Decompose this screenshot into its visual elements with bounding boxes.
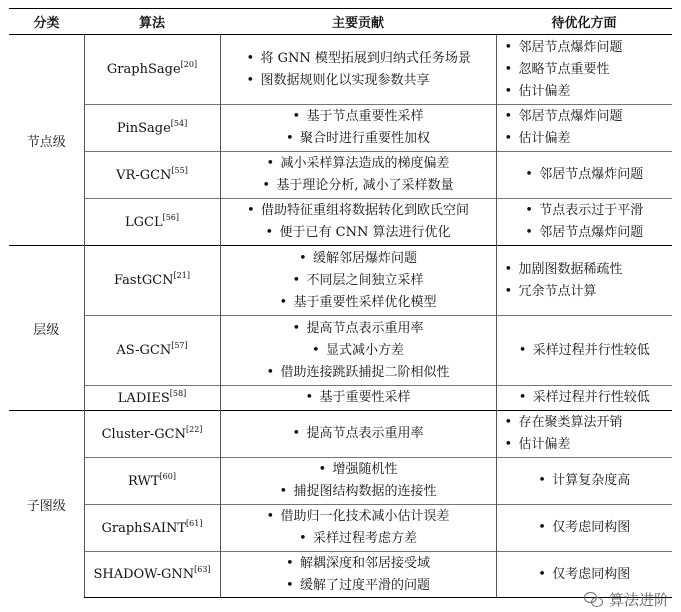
list-item <box>286 128 430 150</box>
table-row <box>9 199 672 246</box>
bullet-icon: • <box>265 225 274 240</box>
list-item <box>247 70 496 92</box>
citation-ref: [22] <box>185 424 203 434</box>
list-item-text: 显式减小方差 <box>325 342 404 358</box>
list-item <box>525 164 643 186</box>
bullet-icon: • <box>298 531 307 546</box>
list-item-text: 采样过程并行性较低 <box>532 390 650 405</box>
list-item <box>538 470 630 492</box>
algorithm-name: SHADOW-GNN <box>93 567 195 582</box>
issues-cell <box>496 316 672 386</box>
list-item-text: 采样过程考虑方差 <box>312 531 417 546</box>
contribution-cell <box>220 199 496 246</box>
list-item-text: 基于理论分析, 减小了采样数量 <box>276 178 454 193</box>
list-item <box>262 175 453 197</box>
citation-ref: [57] <box>171 341 188 350</box>
list-item <box>292 106 423 128</box>
algorithm-cell <box>84 505 220 552</box>
list-item-text: 增强随机性 <box>332 462 398 477</box>
list-item-text: 缓解了过度平滑的问题 <box>299 577 430 593</box>
citation-ref: [54] <box>170 118 188 128</box>
list-item <box>505 259 673 281</box>
list-item-text: 计算复杂度高 <box>552 473 631 488</box>
citation-ref: [56] <box>162 212 180 222</box>
bullet-icon: • <box>504 283 513 299</box>
list-item-text: 估计偏差 <box>518 437 571 452</box>
bullet-icon: • <box>246 50 255 66</box>
contribution-cell <box>220 152 496 199</box>
citation-ref: [60] <box>159 471 176 481</box>
header-contribution: 主要贡献 <box>220 9 496 35</box>
list-item <box>318 459 397 481</box>
issues-cell <box>496 411 672 458</box>
citation-ref: [58] <box>169 388 187 398</box>
list-item-text: 聚合时进行重要性加权 <box>299 131 430 146</box>
header-category: 分类 <box>9 9 84 35</box>
bullet-icon: • <box>504 437 513 452</box>
list-item-text: 节点表示过于平滑 <box>539 203 644 218</box>
list-item <box>299 528 417 550</box>
bullet-icon: • <box>279 294 288 310</box>
contribution-cell <box>220 316 496 386</box>
bullet-icon: • <box>518 342 527 358</box>
table-row <box>9 246 672 316</box>
list-item-text: 采样过程并行性较低 <box>532 342 650 358</box>
list-item <box>292 318 423 340</box>
bullet-icon: • <box>292 320 301 336</box>
list-item-text: 捕捉图结构数据的连接性 <box>293 484 437 499</box>
list-item-text: 基于重要性采样 <box>319 390 411 405</box>
list-item-text: 缓解邻居爆炸问题 <box>312 250 417 266</box>
algorithm-cell <box>84 199 220 246</box>
table-row <box>9 35 672 105</box>
list-item-text: 忽略节点重要性 <box>518 61 610 77</box>
bullet-icon: • <box>246 72 255 88</box>
bullet-icon: • <box>292 109 301 124</box>
header-algorithm: 算法 <box>84 9 220 35</box>
algorithm-name: GraphSAINT <box>101 520 187 536</box>
issues-cell <box>496 105 672 152</box>
algorithm-cell <box>84 152 220 199</box>
list-item-text: 不同层之间独立采样 <box>306 272 424 288</box>
bullet-icon: • <box>266 509 275 524</box>
comparison-table <box>9 8 672 598</box>
list-item <box>538 564 630 586</box>
algorithm-cell <box>84 105 220 152</box>
watermark-text: 算法进阶 <box>608 591 669 609</box>
bullet-icon: • <box>538 566 546 582</box>
list-item <box>505 412 673 434</box>
list-item-text: 加剧图数据稀疏性 <box>518 261 623 277</box>
bullet-icon: • <box>538 520 546 535</box>
bullet-icon: • <box>504 39 513 55</box>
list-item-text: 邻居节点爆炸问题 <box>518 39 623 55</box>
list-item-text: 邻居节点爆炸问题 <box>539 225 644 240</box>
list-item-text: 仅考虑同构图 <box>552 520 631 535</box>
list-item <box>519 387 650 409</box>
list-item-text: 提高节点表示重用率 <box>306 426 424 441</box>
table-row <box>9 152 672 199</box>
bullet-icon: • <box>262 178 271 193</box>
category-cell: 层级 <box>9 246 84 411</box>
list-item <box>525 200 643 222</box>
list-item-text: 存在聚类算法开销 <box>518 415 623 430</box>
list-item <box>247 200 469 222</box>
list-item-text: 估计偏差 <box>518 83 571 99</box>
contribution-cell <box>220 552 496 598</box>
bullet-icon: • <box>292 426 301 441</box>
algorithm-cell <box>84 35 220 105</box>
list-item-text: 便于已有 CNN 算法进行优化 <box>279 225 451 240</box>
category-cell: 子图级 <box>9 411 84 598</box>
table-row <box>9 458 672 505</box>
list-item <box>266 362 449 384</box>
list-item <box>266 506 449 528</box>
watermark <box>584 589 669 610</box>
bullet-icon: • <box>525 203 533 218</box>
list-item <box>538 517 630 539</box>
list-item <box>279 481 436 503</box>
list-item <box>279 292 436 314</box>
citation-ref: [20] <box>180 60 198 69</box>
list-item <box>525 222 643 244</box>
bullet-icon: • <box>292 272 301 288</box>
contribution-cell <box>220 35 496 105</box>
table-row <box>9 411 672 458</box>
citation-ref: [61] <box>186 518 203 528</box>
list-item <box>519 340 650 362</box>
bullet-icon: • <box>298 250 307 266</box>
list-item <box>505 434 673 456</box>
list-item <box>505 281 673 303</box>
header-row <box>9 9 672 35</box>
bullet-icon: • <box>525 167 533 182</box>
issues-cell <box>496 386 672 411</box>
issues-cell <box>496 35 672 105</box>
algorithm-name: Cluster-GCN <box>101 426 186 442</box>
algorithm-name: LADIES <box>117 390 170 406</box>
algorithm-cell <box>84 246 220 316</box>
list-item <box>505 37 673 59</box>
table-row <box>9 552 672 598</box>
issues-cell <box>496 505 672 552</box>
bullet-icon: • <box>305 390 314 405</box>
list-item-text: 冗余节点计算 <box>518 283 597 299</box>
bullet-icon: • <box>504 415 513 430</box>
list-item-text: 邻居节点爆炸问题 <box>539 167 644 182</box>
bullet-icon: • <box>504 61 513 77</box>
list-item-text: 图数据规则化以实现参数共享 <box>260 72 430 88</box>
algorithm-name: FastGCN <box>114 273 174 288</box>
list-item-text: 基于节点重要性采样 <box>306 109 424 124</box>
algorithm-cell <box>84 458 220 505</box>
table-row <box>9 105 672 152</box>
citation-ref: [55] <box>171 165 188 175</box>
list-item-text: 借助归一化技术减小估计误差 <box>280 509 450 524</box>
algorithm-name: PinSage <box>116 120 171 136</box>
table-row <box>9 505 672 552</box>
list-item <box>505 106 673 128</box>
contribution-cell <box>220 246 496 316</box>
bullet-icon: • <box>266 156 275 171</box>
bullet-icon: • <box>504 109 513 124</box>
issues-cell <box>496 458 672 505</box>
bullet-icon: • <box>279 484 288 499</box>
list-item <box>286 553 430 575</box>
bullet-icon: • <box>266 364 275 380</box>
citation-ref: [63] <box>194 565 211 574</box>
algorithm-name: AS-GCN <box>116 343 172 358</box>
list-item-text: 借助连接跳跃捕捉二阶相似性 <box>280 364 450 380</box>
list-item-text: 仅考虑同构图 <box>552 566 631 582</box>
algorithm-name: VR-GCN <box>116 167 172 183</box>
header-issues: 待优化方面 <box>496 9 672 35</box>
list-item <box>505 81 673 103</box>
list-item <box>292 423 423 445</box>
list-item <box>266 222 451 244</box>
list-item <box>505 59 673 81</box>
bullet-icon: • <box>246 203 255 218</box>
list-item-text: 邻居节点爆炸问题 <box>518 109 623 124</box>
list-item-text: 将 GNN 模型拓展到归纳式任务场景 <box>260 50 471 66</box>
list-item <box>247 48 496 70</box>
list-item-text: 解耦深度和邻居接受域 <box>299 555 430 571</box>
bullet-icon: • <box>318 462 327 477</box>
list-item <box>286 575 430 597</box>
bullet-icon: • <box>285 577 294 593</box>
bullet-icon: • <box>504 83 513 99</box>
issues-cell <box>496 199 672 246</box>
contribution-cell <box>220 386 496 411</box>
bullet-icon: • <box>311 342 320 358</box>
citation-ref: [21] <box>173 271 190 280</box>
algorithm-cell <box>84 552 220 598</box>
list-item-text: 基于重要性采样优化模型 <box>293 294 437 310</box>
contribution-cell <box>220 105 496 152</box>
algorithm-cell <box>84 411 220 458</box>
category-cell: 节点级 <box>26 134 66 150</box>
bullet-icon: • <box>504 261 513 277</box>
issues-cell <box>496 152 672 199</box>
bullet-icon: • <box>504 131 513 146</box>
contribution-cell <box>220 411 496 458</box>
table-row <box>9 386 672 411</box>
list-item <box>505 128 673 150</box>
contribution-cell <box>220 458 496 505</box>
list-item-text: 借助特征重组将数据转化到欧氏空间 <box>260 203 469 218</box>
list-item-text: 减小采样算法造成的梯度偏差 <box>280 156 450 171</box>
bullet-icon: • <box>285 131 294 146</box>
bullet-icon: • <box>538 473 546 488</box>
list-item <box>266 153 449 175</box>
algorithm-name: GraphSage <box>106 62 181 77</box>
list-item <box>305 387 410 409</box>
contribution-cell <box>220 505 496 552</box>
bullet-icon: • <box>525 225 533 240</box>
issues-cell <box>496 246 672 316</box>
algorithm-name: RWT <box>128 473 160 489</box>
table-row <box>9 316 672 386</box>
algorithm-cell <box>84 386 220 411</box>
bullet-icon: • <box>518 390 527 405</box>
algorithm-name: LGCL <box>124 214 163 230</box>
list-item <box>292 270 423 292</box>
list-item <box>312 340 404 362</box>
list-item-text: 提高节点表示重用率 <box>306 320 424 336</box>
bullet-icon: • <box>285 555 294 571</box>
algorithm-cell <box>84 316 220 386</box>
list-item-text: 估计偏差 <box>518 131 571 146</box>
wechat-icon <box>584 592 604 608</box>
list-item <box>299 248 417 270</box>
